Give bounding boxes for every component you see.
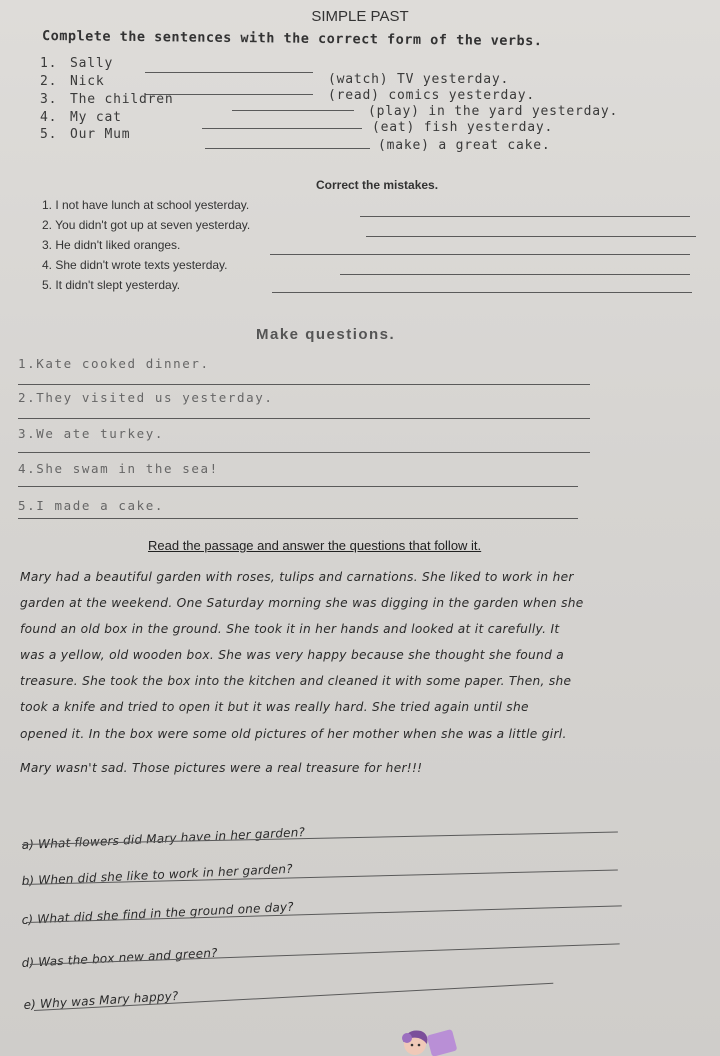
s3-item-2-blank[interactable] (18, 418, 590, 419)
s1-item-3-blank[interactable] (232, 110, 354, 111)
rq-c: c) What did she find in the ground one day? (21, 899, 295, 927)
s1-item-2-num: 2. (40, 74, 58, 89)
s1-item-1-num: 1. (40, 56, 58, 71)
s3-item-1: 1.Kate cooked dinner. (18, 356, 210, 371)
passage-line-2: garden at the weekend. One Saturday morning she was digging in the garden when she (20, 596, 584, 610)
section3-heading: Make questions. (256, 326, 396, 343)
s3-item-3: 3.We ate turkey. (18, 426, 165, 441)
s1-item-3-subject: The children (70, 92, 174, 107)
s1-item-4-num: 4. (40, 110, 58, 125)
section4-heading: Read the passage and answer the questions that follow it. (148, 538, 482, 553)
s3-item-4-blank[interactable] (18, 486, 578, 487)
s2-item-2: 2. You didn't got up at seven yesterday. (42, 218, 251, 232)
s1-item-1-rest: (watch) TV yesterday. (328, 72, 510, 87)
s2-item-1: 1. I not have lunch at school yesterday. (42, 198, 250, 212)
passage-line-1: Mary had a beautiful garden with roses, tulips and carnations. She liked to work in her (20, 570, 574, 584)
cartoon-girl-sticker-icon (395, 1022, 465, 1056)
s1-item-3-num: 3. (40, 92, 58, 107)
s1-item-5-blank[interactable] (205, 148, 370, 149)
passage-line-8: Mary wasn't sad. Those pictures were a real treasure for her!!! (20, 761, 423, 775)
s3-item-5: 5.I made a cake. (18, 498, 165, 513)
passage-line-5: treasure. She took the box into the kitchen and cleaned it with some paper. Then, she (20, 674, 572, 688)
s1-item-4-subject: My cat (70, 110, 122, 125)
s2-item-1-blank[interactable] (360, 216, 690, 217)
s3-item-2: 2.They visited us yesterday. (18, 390, 274, 405)
s1-item-5-num: 5. (40, 127, 58, 142)
s1-item-5-subject: Our Mum (70, 127, 131, 142)
s3-item-1-blank[interactable] (18, 384, 590, 385)
s1-item-2-rest: (read) comics yesterday. (328, 88, 536, 103)
rq-a: a) What flowers did Mary have in her garden? (21, 825, 306, 852)
section1-instruction: Complete the sentences with the correct form of the verbs. (41, 28, 543, 50)
s3-item-3-blank[interactable] (18, 452, 590, 453)
rq-e: e) Why was Mary happy? (23, 988, 179, 1012)
section2-heading: Correct the mistakes. (316, 178, 439, 192)
s2-item-4: 4. She didn't wrote texts yesterday. (42, 258, 228, 272)
s1-item-1-blank[interactable] (145, 72, 313, 73)
s2-item-5: 5. It didn't slept yesterday. (42, 278, 181, 292)
s2-item-3: 3. He didn't liked oranges. (42, 238, 181, 252)
s2-item-4-blank[interactable] (340, 274, 690, 275)
page-title: SIMPLE PAST (311, 8, 409, 25)
s1-item-3-rest: (play) in the yard yesterday. (368, 104, 619, 119)
s2-item-2-blank[interactable] (366, 236, 696, 237)
s1-item-4-blank[interactable] (202, 128, 362, 129)
passage-line-3: found an old box in the ground. She took it in her hands and looked at it carefully. It (20, 622, 560, 636)
s1-item-2-subject: Nick (70, 74, 105, 89)
s3-item-4: 4.She swam in the sea! (18, 461, 219, 476)
passage-line-6: took a knife and tried to open it but it was really hard. She tried again until she (20, 700, 529, 714)
s3-item-5-blank[interactable] (18, 518, 578, 519)
s1-item-5-rest: (make) a great cake. (378, 138, 551, 153)
passage-line-7: opened it. In the box were some old pictures of her mother when she was a little girl. (20, 727, 567, 741)
s1-item-1-subject: Sally (70, 56, 114, 71)
passage-line-4: was a yellow, old wooden box. She was very happy because she thought she found a (20, 648, 565, 662)
s2-item-5-blank[interactable] (272, 292, 692, 293)
rq-b: b) When did she like to work in her garden? (21, 861, 294, 888)
s1-item-4-rest: (eat) fish yesterday. (372, 120, 554, 135)
rq-d: d) Was the box new and green? (21, 945, 218, 970)
s2-item-3-blank[interactable] (270, 254, 690, 255)
